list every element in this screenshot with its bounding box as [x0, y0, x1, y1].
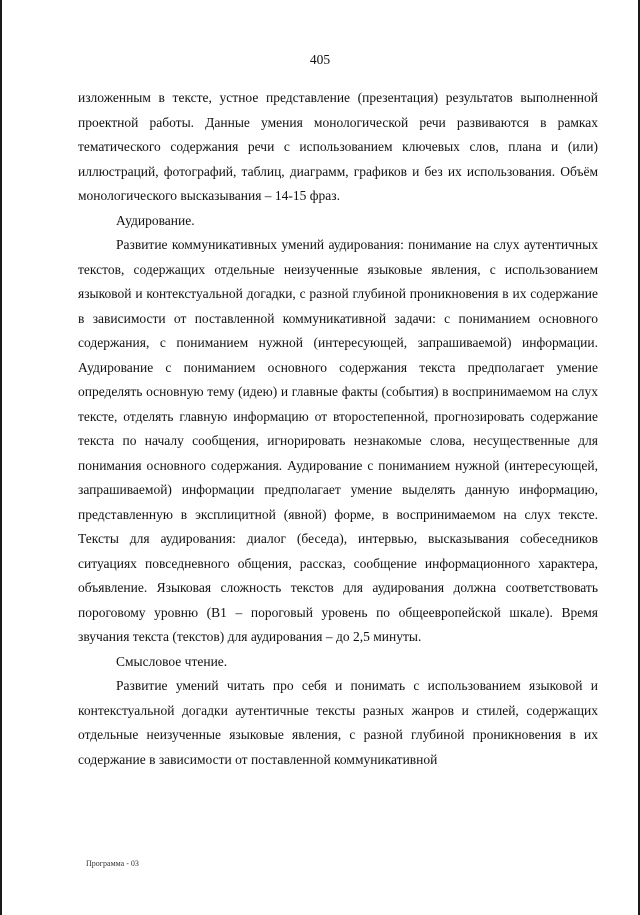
body-text	[78, 86, 598, 772]
heading-reading: Смысловое чтение.	[116, 653, 228, 669]
heading-listening: Аудирование.	[116, 212, 195, 228]
paragraph-reading: Развитие умений читать про себя и понимать с использованием языковой и контекстуальной догадки аутентичные тексты разных жанров и стилей, содержащих отдельные неизученные языковые явления, с разной глубиной проникновения в их содержание в зависимости от поставленной коммуникативной	[78, 678, 598, 767]
scan-edge-left	[0, 0, 2, 915]
footer-note: Программа - 03	[86, 859, 139, 868]
paragraph-monologue-continuation: изложенным в тексте, устное представление (презентация) результатов выполненной проектной работы. Данные умения монологической речи развиваются в рамках тематического содержания речи с использованием ключевых слов, плана и (или) иллюстраций, фотографий, таблиц, диаграмм, графиков и без их использования. Объём монологического высказывания – 14-15 фраз.	[78, 90, 598, 203]
paragraph-listening: Развитие коммуникативных умений аудирования: понимание на слух аутентичных текстов, содержащих отдельные неизученные языковые явления, с использованием языковой и контекстуальной догадки, с разной глубиной проникновения в их содержание в зависимости от поставленной коммуникативной задачи: с пониманием основного содержания, с пониманием нужной (интересующей, запрашиваемой) информации. Аудирование с пониманием основного содержания текста предполагает умение определять основную тему (идею) и главные факты (события) в воспринимаемом на слух тексте, отделять главную информацию от второстепенной, прогнозировать содержание текста по началу сообщения, игнорировать незнакомые слова, несущественные для понимания основного содержания. Аудирование с пониманием нужной (интересующей, запрашиваемой) информации предполагает умение выделять данную информацию, представленную в эксплицитной (явной) форме, в воспринимаемом на слух тексте. Тексты для аудирования: диалог (беседа), интервью, высказывания собеседников ситуациях повседневного общения, рассказ, сообщение информационного характера, объявление. Языковая сложность текстов для аудирования должна соответствовать пороговому уровню (B1 – пороговый уровень по общеевропейской шкале). Время звучания текста (текстов) для аудирования – до 2,5 минуты.	[78, 237, 598, 644]
page-number: 405	[309, 52, 331, 67]
